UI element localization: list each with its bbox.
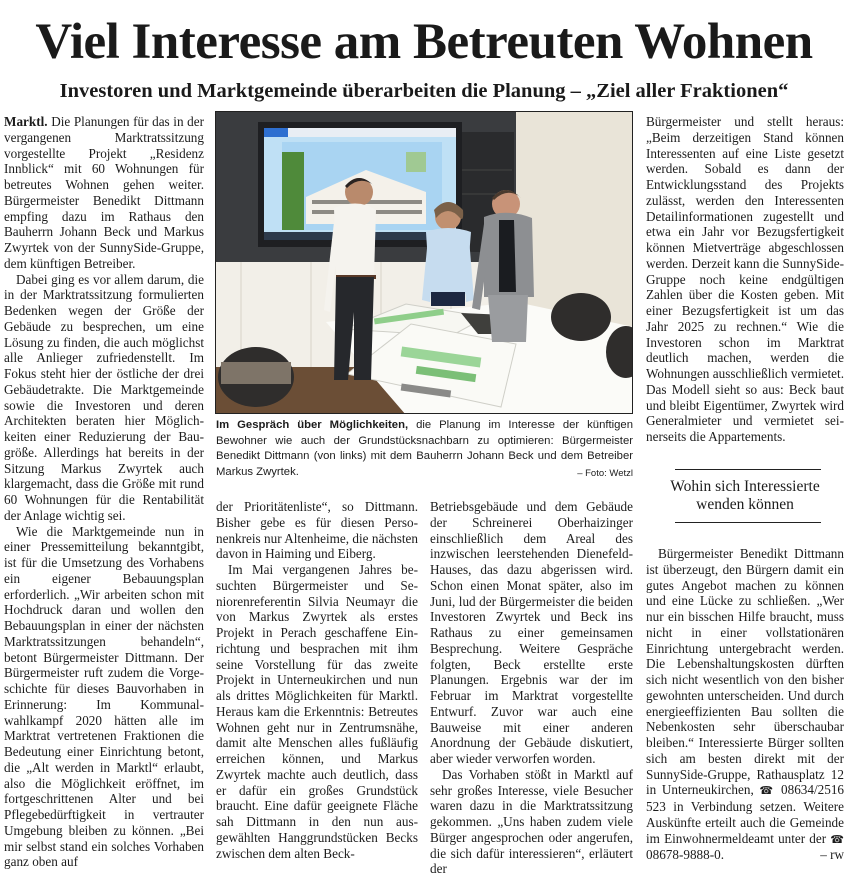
subheadline: Investoren und Marktgemeinde überarbeiten die Planung – „Ziel aller Fraktionen“ — [59, 80, 789, 102]
article-column-3 — [430, 499, 633, 877]
phone-number-sunnyside: 08634/2516 523 — [646, 782, 845, 814]
paragraph: Dabei ging es vor allem darum, die in der Marktratssitzung formulierten Bedenken wegen der Größe der Gebäude zu besprechen, um eine Lösung zu finden, die auch möglichst alle Anlieger zufriedenstellt. Im Fokus steht hier der östliche der drei Gebäudetrakte. Die Marktgemeinde sowie die Investoren und deren Architekten beraten hier Möglichkeiten einer Reduzierung der Baugröße. Allerdings hat bereits in der Sitzung Markus Zwyrtek auch klargemacht, dass die Größe mit rund 60 Wohnungen für die Rentabilität der Anlage wichtig sei. — [4, 271, 204, 523]
article-column-4-lower — [646, 546, 844, 863]
photo-credit: – Foto: Wetzl — [577, 467, 633, 479]
paragraph-intro — [4, 114, 204, 272]
caption-lead: Im Gespräch über Möglichkeiten, — [216, 419, 409, 431]
article-column-2 — [216, 499, 418, 861]
paragraph: Wie die Marktgemeinde nun in einer Pressemitteilung bekanntgibt, ist für die Umsetzung des Vorhabens ein eigener Bebauungsplan erforderlich. „Wir arbeiten schon mit Hochdruck daran und wollen den Bebauungsplan in einer der nächsten Marktratssitzungen behandeln“, betont Bürgermeister Dittmann. Der Bürgermeister ruft zudem die Vorgeschichte für dieses Bauvorhaben in Erinnerung: Im Kommunalwahlkampf 2020 hätten alle im Marktrat vertretenen Fraktionen die Bedeutung einer Einrichtung betont, die „Alt werden in Marktl“ erlaubt, also die Möglichkeit eröffnet, im fortgeschrittenen Alter und bei Pflegebedürftigkeit in vertrauter Umgebung bleiben zu können. „Bei mir selbst stand ein solches Vorhaben ganz oben auf — [4, 523, 204, 870]
paragraph-continued: Bürgermeister und stellt heraus: „Beim derzeitigen Stand können Interessenten auf eine Liste gesetzt werden. Sobald es dann der Entwicklungsstand des Projekts zulässt, werden den Interessenten Detailinformationen zugestellt und etwa ein Jahr vor Bezugsfertigkeit können Mietverträge abgeschlossen werden. Derzeit kann die SunnySide-Gruppe noch keine endgültigen Zahlen über die Kosten geben. Mit einer Bezugsfertigkeit ist um das Jahr 2025 zu rechnen.“ Wie die Investoren schon im Marktrat deutlich machen, werden die Wohnungen ausschließlich vermietet. Das Modell sieht so aus: Beck baut und bleibt Eigentümer, Zwyrtek wird Generalmieter und vermietet seinerseits die Appartements. — [646, 114, 844, 444]
paragraph: Das Vorhaben stößt in Marktl auf sehr großes Interesse, viele Besucher waren dazu in die Marktratssitzung gekommen. „Uns haben zudem viele Bürger angesprochen oder angerufen, die sich dafür interessieren“, erläutert der — [430, 766, 633, 877]
divider-bottom — [675, 522, 821, 523]
phone-icon: ☎ — [830, 832, 844, 846]
article-column-1 — [4, 114, 204, 870]
paragraph-text: Die Planungen für das in der vergangenen Marktratssitzung vorgestellte Projekt „Residenz Innblick“ mit 60 Wohnungen für betreutes Wohnen gehen weiter. Bürgermeister Benedikt Dittmann empfing dazu im Rathaus den Bauherrn Johann Beck und Markus Zwyrtek von der SunnySide-Gruppe, dem künftigen Betreiber. — [4, 114, 204, 271]
photo-meeting-illustration — [216, 112, 633, 414]
paragraph-continued: der Prioritätenliste“, so Dittmann. Bisher gebe es für diesen Personenkreis nur Altenheime, die nächsten davon in Haiming und Eiberg. — [216, 499, 418, 562]
phone-number-gemeinde: 08678-9888-0. — [646, 847, 725, 863]
divider-top — [675, 469, 821, 470]
article-photo — [215, 111, 633, 414]
caption-text: die Planung im Interesse der künftigen Bewohner wie auch der Grundstücksnachbarn zu optimieren: Bürgermeister Benedikt Dittmann (von links) mit dem Bauherrn Johann Beck und dem Betreiber Markus Zwyrtek. — [216, 419, 633, 478]
paragraph: Im Mai vergangenen Jahres besuchten Bürgermeister und Seniorenreferentin Silvia Neumayr die von Markus Zwyrtek als erstes Projekt in Perach geschaffene Einrichtung und besprachen mit ihm seine Vorstellung für das zweite Projekt in Unterneukirchen und nun als drittes Möglichkeiten für Marktl. Heraus kam die Erkenntnis: Betreutes Wohnen geht nur in Zentrumsnähe, damit alte Menschen alles fußläufig erreichen können, und Markus Zwyrtek machte auch deutlich, dass er dafür ein großes Grundstück braucht. Eine dafür geeignete Fläche sah Dittmann in den nun ausgewählten Hanggrundstücken Becks zwischen dem alten Beck- — [216, 562, 418, 861]
paragraph-contact: Bürgermeister Benedikt Dittmann ist überzeugt, den Bürgern damit ein gutes Angebot machen zu können und eine Lücke zu schließen. „Wer nur ein bisschen Hilfe braucht, muss nicht in einer vollstationären Einrichtung untergebracht werden. Die Lebenshaltungskosten dürften sich nicht wesentlich von den bisher gewohnten unterscheiden. Und durch energieeffizienten Bau sollten die Nebenkosten sehr überschaubar bleiben.“ Interessierte Bürger sollten sich am besten direkt mit der SunnySide-Gruppe, Rathausplatz 12 in Unterneukirchen, ☎ 08634/2516 523 in Verbindung setzen. Weitere Auskünfte erteilt auch die Gemeinde im Einwohnermeldeamt unter der ☎ 08678-9888-0. – rw — [646, 546, 845, 863]
headline: Viel Interesse am Betreuten Wohnen — [35, 14, 813, 70]
article-column-4 — [646, 114, 844, 445]
paragraph-continued: Betriebsgebäude und dem Gebäude der Schreinerei Oberhaizinger einschließlich dem Areal des inzwischen leerstehenden Dienefeld-Hauses, das dazu abgerissen wird. Schon einen Monat später, also im Juni, lud der Bürgermeister die beiden Investoren Zwyrtek und Beck ins Rathaus zu einer gemeinsamen Besprechung. Weitere Gespräche folgten, Beck erstellte erste Planungen. Ergebnis war der im Februar im Marktrat vorgestellte Entwurf. Zuvor war auch eine Bauweise mit einer anderen Anordnung der Gebäude diskutiert, aber wieder verworfen worden. — [430, 499, 633, 766]
author-initials: – rw — [820, 847, 844, 863]
subsection-heading: Wohin sich Interessierte wenden können — [670, 478, 820, 513]
dateline: Marktl. — [4, 114, 48, 129]
phone-icon: ☎ — [759, 784, 776, 798]
photo-caption — [216, 418, 633, 481]
